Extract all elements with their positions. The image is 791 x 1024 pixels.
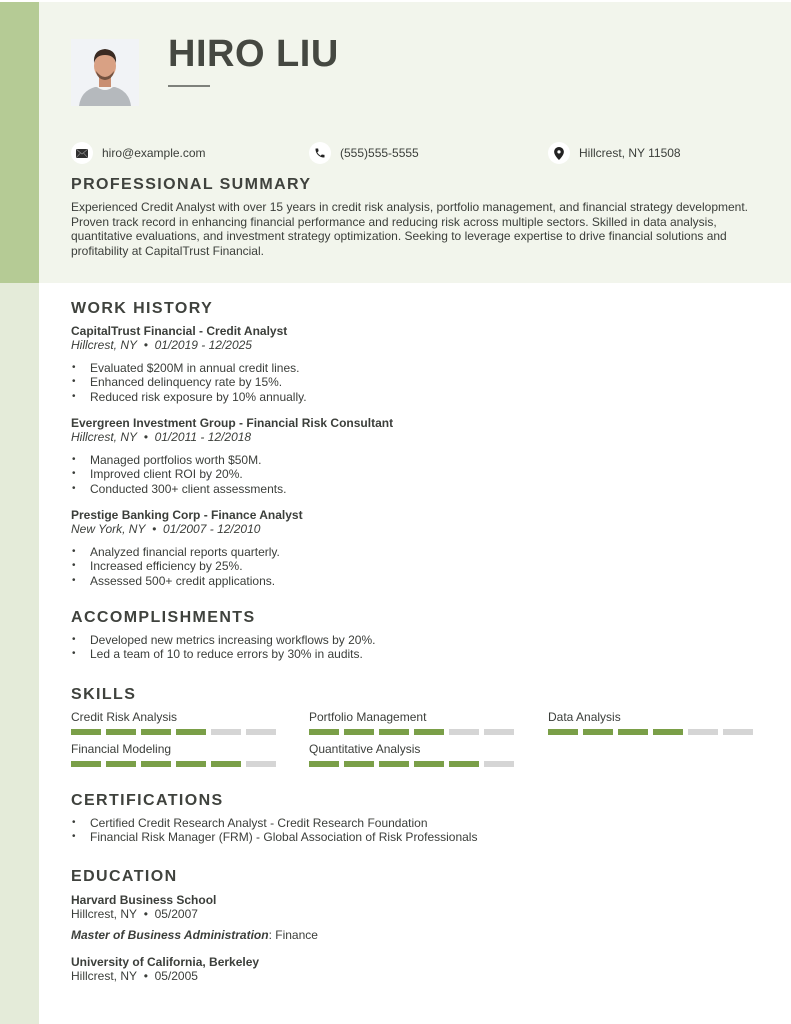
- job-bullet: • Reduced risk exposure by 10% annually.: [71, 390, 751, 404]
- rating-segment-empty: [484, 729, 514, 735]
- rating-segment-filled: [176, 761, 206, 767]
- profile-photo: [71, 39, 139, 106]
- job-title: Prestige Banking Corp - Finance Analyst: [71, 508, 303, 522]
- skill-rating: [309, 761, 519, 767]
- education-date: 05/2007: [154, 907, 198, 921]
- rating-segment-empty: [723, 729, 753, 735]
- phone-icon: [309, 142, 331, 164]
- skill-rating: [548, 729, 758, 735]
- job-bullet: • Enhanced delinquency rate by 15%.: [71, 375, 751, 389]
- separator-dot: •: [152, 522, 157, 536]
- certification-item: • Financial Risk Manager (FRM) - Global Association of Risk Professionals: [71, 830, 477, 844]
- skill-rating: [309, 729, 519, 735]
- education-location: Hillcrest, NY: [71, 907, 138, 921]
- rating-segment-filled: [449, 761, 479, 767]
- location-text: Hillcrest, NY 11508: [579, 146, 681, 160]
- education-meta: [71, 907, 318, 921]
- accomplishments-list: [71, 633, 375, 662]
- skill-rating: [71, 761, 281, 767]
- certifications-list: [71, 816, 477, 845]
- job-dates: 01/2007 - 12/2010: [163, 522, 261, 536]
- skill-credit-risk-analysis: [71, 710, 281, 735]
- degree-field: : Finance: [268, 928, 318, 942]
- job-bullets: [71, 361, 751, 404]
- degree: [71, 928, 318, 942]
- job-location: New York, NY: [71, 522, 146, 536]
- rating-segment-filled: [414, 761, 444, 767]
- summary-text: Experienced Credit Analyst with over 15 years in credit risk analysis, portfolio management, and financial strategy development. Proven track record in enhancing financial performance and reducing risk across multiple sectors. Skilled in data analysis, quantitative evaluations, and investment strategy optimization. Seeking to leverage expertise to drive financial solutions and profitability at CapitalTrust Financial.: [71, 200, 749, 258]
- envelope-icon: [71, 142, 93, 164]
- skill-financial-modeling: [71, 742, 281, 767]
- rating-segment-empty: [246, 761, 276, 767]
- rating-segment-filled: [379, 729, 409, 735]
- work-history-heading: WORK HISTORY: [71, 300, 214, 317]
- job-meta: [71, 338, 751, 352]
- education-location: Hillcrest, NY: [71, 969, 138, 983]
- rating-segment-filled: [583, 729, 613, 735]
- rating-segment-filled: [344, 761, 374, 767]
- rating-segment-empty: [484, 761, 514, 767]
- education-meta: [71, 969, 259, 983]
- job-dates: 01/2011 - 12/2018: [154, 430, 252, 444]
- separator-dot: •: [143, 969, 148, 983]
- accomplishment-item: • Developed new metrics increasing workflows by 20%.: [71, 633, 375, 647]
- job-bullet: • Improved client ROI by 20%.: [71, 467, 751, 481]
- rating-segment-empty: [246, 729, 276, 735]
- rating-segment-filled: [106, 729, 136, 735]
- job-bullet: • Evaluated $200M in annual credit lines.: [71, 361, 751, 375]
- education-date: 05/2005: [154, 969, 198, 983]
- skill-data-analysis: [548, 710, 758, 735]
- skill-label: Financial Modeling: [71, 742, 172, 756]
- rating-segment-filled: [106, 761, 136, 767]
- job-dates: 01/2019 - 12/2025: [154, 338, 252, 352]
- separator-dot: •: [143, 907, 148, 921]
- job-bullet: • Increased efficiency by 25%.: [71, 559, 751, 573]
- rating-segment-filled: [211, 761, 241, 767]
- job-bullet: • Assessed 500+ credit applications.: [71, 574, 751, 588]
- certifications-heading: CERTIFICATIONS: [71, 792, 224, 809]
- name-divider: [168, 85, 210, 87]
- skill-portfolio-management: [309, 710, 519, 735]
- rating-segment-empty: [449, 729, 479, 735]
- education-entry: [71, 893, 318, 942]
- job-entry: [71, 324, 751, 404]
- contact-location: [548, 142, 681, 164]
- job-bullet: • Analyzed financial reports quarterly.: [71, 545, 751, 559]
- accomplishments-heading: ACCOMPLISHMENTS: [71, 609, 256, 626]
- rating-segment-filled: [344, 729, 374, 735]
- education-entry: [71, 955, 259, 983]
- school-name: Harvard Business School: [71, 893, 217, 907]
- rating-segment-filled: [141, 729, 171, 735]
- contact-phone: [309, 142, 419, 164]
- skill-label: Portfolio Management: [309, 710, 427, 724]
- job-title: Evergreen Investment Group - Financial Risk Consultant: [71, 416, 394, 430]
- rating-segment-filled: [379, 761, 409, 767]
- job-location: Hillcrest, NY: [71, 338, 138, 352]
- rating-segment-filled: [71, 729, 101, 735]
- rating-segment-empty: [211, 729, 241, 735]
- job-entry: [71, 508, 751, 588]
- skill-quantitative-analysis: [309, 742, 519, 767]
- certification-item: • Certified Credit Research Analyst - Credit Research Foundation: [71, 816, 477, 830]
- job-bullets: [71, 545, 751, 588]
- degree-name: Master of Business Administration: [71, 928, 269, 942]
- contact-email: [71, 142, 206, 164]
- job-entry: [71, 416, 751, 496]
- rating-segment-filled: [618, 729, 648, 735]
- summary-heading: PROFESSIONAL SUMMARY: [71, 176, 312, 193]
- phone-text[interactable]: (555)555-5555: [340, 146, 419, 160]
- job-bullets: [71, 453, 751, 496]
- skill-label: Credit Risk Analysis: [71, 710, 178, 724]
- sidebar-accent-bottom: [0, 283, 39, 1024]
- job-meta: [71, 430, 751, 444]
- rating-segment-filled: [309, 729, 339, 735]
- rating-segment-empty: [688, 729, 718, 735]
- rating-segment-filled: [71, 761, 101, 767]
- map-pin-icon: [548, 142, 570, 164]
- skill-label: Data Analysis: [548, 710, 621, 724]
- rating-segment-filled: [176, 729, 206, 735]
- rating-segment-filled: [309, 761, 339, 767]
- email-text[interactable]: hiro@example.com: [102, 146, 206, 160]
- rating-segment-filled: [653, 729, 683, 735]
- job-location: Hillcrest, NY: [71, 430, 138, 444]
- job-bullet: • Managed portfolios worth $50M.: [71, 453, 751, 467]
- skills-heading: SKILLS: [71, 686, 137, 703]
- job-meta: [71, 522, 751, 536]
- skill-label: Quantitative Analysis: [309, 742, 421, 756]
- job-title: CapitalTrust Financial - Credit Analyst: [71, 324, 288, 338]
- sidebar-accent-top: [0, 2, 39, 283]
- separator-dot: •: [143, 338, 148, 352]
- skill-rating: [71, 729, 281, 735]
- separator-dot: •: [143, 430, 148, 444]
- candidate-name: HIRO LIU: [168, 33, 339, 75]
- rating-segment-filled: [548, 729, 578, 735]
- rating-segment-filled: [141, 761, 171, 767]
- education-heading: EDUCATION: [71, 868, 178, 885]
- rating-segment-filled: [414, 729, 444, 735]
- school-name: University of California, Berkeley: [71, 955, 260, 969]
- accomplishment-item: • Led a team of 10 to reduce errors by 30% in audits.: [71, 647, 375, 661]
- job-bullet: • Conducted 300+ client assessments.: [71, 482, 751, 496]
